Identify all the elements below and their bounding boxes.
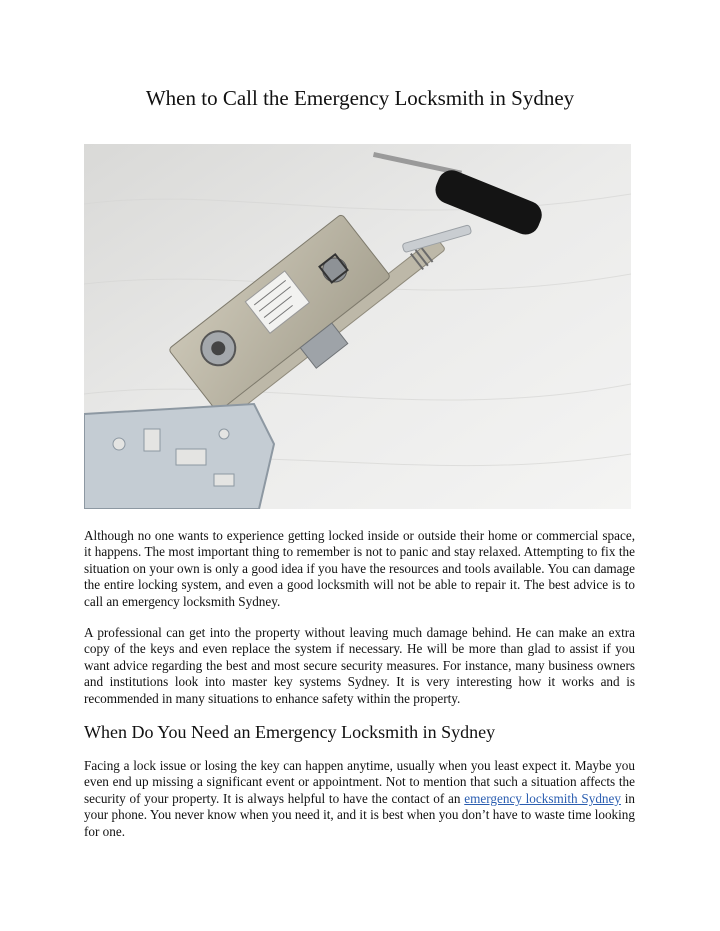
article-photo (84, 144, 631, 509)
section-paragraph (84, 758, 635, 840)
strike-plate-shape (84, 404, 274, 509)
emergency-locksmith-link[interactable]: emergency locksmith Sydney (464, 790, 621, 806)
section-heading: When Do You Need an Emergency Locksmith in Sydney (84, 722, 496, 742)
section-paragraph-text-before: Facing a lock issue or losing the key can happen anytime, usually when you least expect it. Maybe you even end up missing a significant event or appointment. Not to mention that such a situation affects the security of your property. It is always helpful to have the contact of an (84, 758, 635, 806)
lock-illustration (84, 144, 631, 509)
intro-paragraph: Although no one wants to experience getting locked inside or outside their home or commercial space, it happens. The most important thing to remember is not to panic and stay relaxed. Attempting to fix the situation on your own is only a good idea if you have the resources and tools available. You can damage the entire locking system, and even a good locksmith will not be able to repair it. The best advice is to call an emergency locksmith Sydney. (84, 528, 635, 609)
professional-paragraph: A professional can get into the property without leaving much damage behind. He can make an extra copy of the keys and even replace the system if necessary. He will be more than glad to assist if you want advice regarding the best and most secure security measures. For instance, many business owners and institutions look into master key systems Sydney. It is very interesting how it works and is recommended in many situations to enhance safety within the property. (84, 625, 635, 706)
section-paragraph-text-after: in your phone. You never know when you need it, and it is best when you don’t have to waste time looking for one. (84, 790, 636, 839)
page-title: When to Call the Emergency Locksmith in Sydney (145, 86, 575, 110)
